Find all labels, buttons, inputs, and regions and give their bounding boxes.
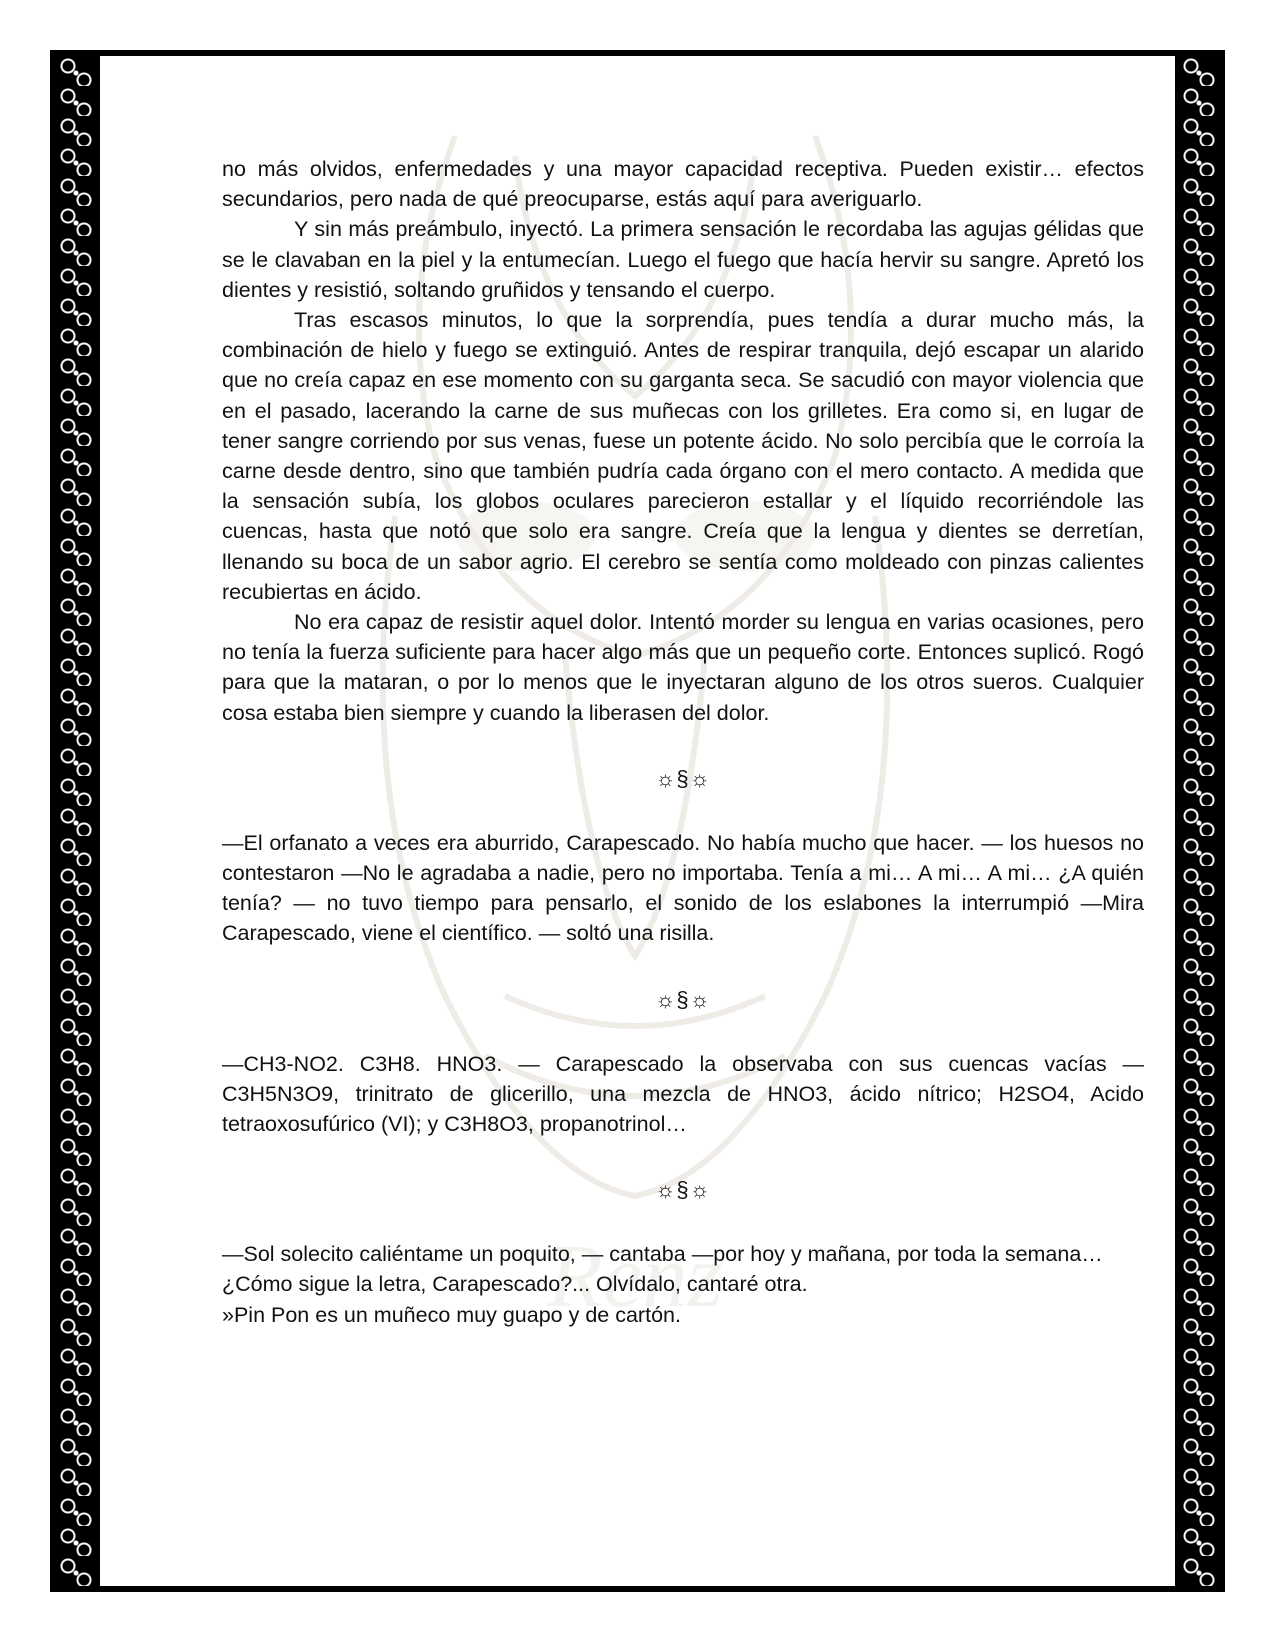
paragraph-4: No era capaz de resistir aquel dolor. Intentó morder su lengua en varias ocasiones, pero no tenía la fuerza suficiente para hacer algo más que un pequeño corte. Entonces suplicó. Rogó para que la mataran, o por lo menos que le inyectaran alguno de los otros sueros. Cualquier cosa estaba bien siempre y cuando la liberasen del dolor. — [222, 610, 1144, 725]
section-separator: ☼§☼ — [655, 986, 711, 1012]
paragraph-chemistry: —CH3-NO2. C3H8. HNO3. — Carapescado la observaba con sus cuencas vacías —C3H5N3O9, trinitrato de glicerillo, una mezcla de HNO3, ácido nítrico; H2SO4, Acido tetraoxosufúrico (VI); y C3H8O3, propanotrinol… — [222, 1051, 1144, 1137]
paragraph-orphanage: —El orfanato a veces era aburrido, Carapescado. No había mucho que hacer. — los huesos no contestaron —No le agradaba a nadie, pero no importaba. Tenía a mi… A mi… A mi… ¿A quién tenía? — no tuvo tiempo para pensarlo, el sonido de los eslabones la interrumpió —Mira Carapescado, viene el científico. — soltó una risilla. — [222, 830, 1144, 946]
paragraph-pinpon: »Pin Pon es un muñeco muy guapo y de cartón. — [222, 1302, 681, 1327]
paragraph-3: Tras escasos minutos, lo que la sorprendía, pues tendía a durar mucho más, la combinación de hielo y fuego se extinguió. Antes de respirar tranquila, dejó escapar un alarido que no creía capaz en ese momento con su garganta seca. Se sacudió con mayor violencia que en el pasado, lacerando la carne de sus muñecas con los grilletes. Era como si, en lugar de tener sangre corriendo por sus venas, fuese un potente ácido. No solo percibía que le corroía la carne desde dentro, sino que también pudría cada órgano con el mero contacto. A medida que la sensación subía, los globos oculares parecieron estallar y el líquido recorriéndole las cuencas, hasta que notó que solo era sangre. Creía que la lengua y dientes se derretían, llenando su boca de un sabor agrio. El cerebro se sentía como moldeado con pinzas calientes recubiertas en ácido. — [222, 308, 1144, 604]
page-body — [100, 56, 1175, 1586]
paragraph-2: Y sin más preámbulo, inyectó. La primera sensación le recordaba las agujas gélidas que se le clavaban en la piel y la entumecían. Luego el fuego que hacía hervir su sangre. Apretó los dientes y resistió, soltando gruñidos y tensando el cuerpo. — [222, 217, 1144, 302]
left-ornamental-border — [56, 56, 96, 1586]
section-separator: ☼§☼ — [655, 765, 711, 791]
decorative-frame — [50, 50, 1225, 1592]
section-separator: ☼§☼ — [655, 1177, 711, 1203]
paragraph-song: —Sol solecito caliéntame un poquito, — cantaba —por hoy y mañana, por toda la semana… ¿Cómo sigue la letra, Carapescado?... Olvídalo, cantaré otra. — [222, 1242, 1103, 1297]
story-text — [222, 154, 1144, 1330]
right-ornamental-border — [1179, 56, 1219, 1586]
signature-watermark-text: Renz — [547, 1227, 723, 1326]
paragraph-1: no más olvidos, enfermedades y una mayor capacidad receptiva. Pueden existir… efectos secundarios, pero nada de qué preocuparse, estás aquí para averiguarlo. — [222, 157, 1144, 212]
